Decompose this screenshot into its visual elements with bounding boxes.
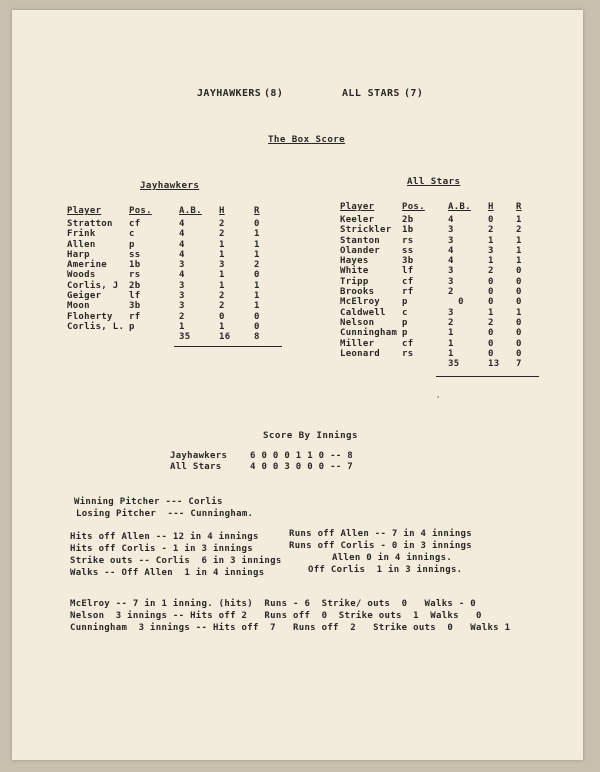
table-row (67, 240, 284, 250)
player-r: 0 (516, 266, 522, 277)
stray-mark: ' (436, 395, 441, 403)
player-ab: 3 (448, 235, 454, 246)
strike-outs: Strike outs -- Corlis 6 in 3 innings (70, 556, 282, 566)
player-pos: rs (129, 270, 141, 281)
player-name: Allen (67, 239, 96, 250)
player-name: Woods (67, 270, 96, 281)
table-row (67, 219, 284, 229)
player-pos: ss (402, 245, 414, 256)
player-h: 0 (488, 287, 494, 298)
table-row (340, 215, 536, 225)
team2-score: (7) (404, 88, 424, 99)
player-h: 0 (488, 215, 494, 225)
table-row (67, 312, 284, 322)
player-pos: p (129, 321, 135, 332)
innings-line-jayhawkers: Jayhawkers 6 0 0 0 1 1 0 -- 8 (170, 451, 353, 461)
player-ab: 4 (448, 245, 454, 256)
player-pos: 3b (129, 301, 141, 312)
col-player: Player (340, 202, 375, 212)
player-name: Hayes (340, 256, 369, 267)
player-h: 1 (488, 235, 494, 246)
player-ab: 3 (179, 291, 185, 302)
player-r: 0 (516, 338, 522, 349)
player-r: 0 (516, 317, 522, 328)
player-h: 2 (219, 291, 225, 302)
player-ab: 1 (448, 328, 454, 339)
player-ab: 4 (179, 270, 185, 281)
strike-outs-allen: Allen 0 in 4 innings. (332, 553, 453, 563)
player-ab: 3 (179, 301, 185, 312)
total-r: 7 (516, 359, 522, 370)
player-r: 1 (254, 229, 260, 240)
player-name: Stanton (340, 235, 381, 246)
player-h: 2 (219, 219, 225, 229)
player-h: 1 (219, 321, 225, 332)
player-name: Corlis, J (67, 280, 119, 291)
player-pos: ss (129, 249, 141, 260)
col-h: H (219, 206, 225, 216)
player-h: 1 (219, 249, 225, 260)
player-ab: 1 (448, 348, 454, 359)
player-ab: 1 (179, 321, 185, 332)
player-h: 0 (488, 297, 494, 308)
table-row (340, 297, 536, 307)
player-ab: 4 (448, 215, 454, 225)
player-r: 1 (516, 307, 522, 318)
table-row (67, 270, 284, 280)
table-row (340, 225, 536, 235)
player-h: 1 (219, 239, 225, 250)
player-r: 1 (254, 249, 260, 260)
player-h: 3 (488, 245, 494, 256)
table-row (340, 318, 536, 328)
player-name: Brooks (340, 287, 375, 298)
player-ab: 2 (179, 311, 185, 322)
allstars-total-rule (436, 376, 539, 377)
table-row (67, 229, 284, 239)
player-r: 1 (516, 245, 522, 256)
player-r: 0 (516, 297, 522, 308)
player-ab: 4 (179, 249, 185, 260)
winning-pitcher: Winning Pitcher --- Corlis (74, 497, 223, 507)
player-pos: rf (402, 287, 414, 298)
player-ab: 3 (448, 307, 454, 318)
player-ab: 2 (448, 287, 454, 298)
table-row (340, 266, 536, 276)
table-row (340, 287, 536, 297)
player-pos: p (402, 317, 408, 328)
player-r: 1 (254, 239, 260, 250)
player-h: 0 (488, 328, 494, 339)
allstars-label: All Stars (407, 176, 461, 187)
table-row (67, 301, 284, 311)
player-ab: 4 (448, 256, 454, 267)
player-r: 0 (254, 321, 260, 332)
walks-off-corlis: Off Corlis 1 in 3 innings. (308, 565, 463, 575)
innings-line-allstars: All Stars 4 0 0 3 0 0 0 -- 7 (170, 462, 353, 472)
player-name: McElroy (340, 297, 381, 308)
player-pos: 2b (402, 215, 414, 225)
player-r: 1 (254, 301, 260, 312)
player-name: Moon (67, 301, 90, 312)
player-r: 2 (516, 225, 522, 236)
player-ab: 3 (448, 225, 454, 236)
col-ab: A.B. (448, 202, 471, 212)
total-h: 16 (219, 332, 231, 343)
player-pos: rf (129, 311, 141, 322)
document-page (12, 10, 583, 760)
player-r: 1 (516, 235, 522, 246)
player-r: 1 (254, 280, 260, 291)
player-pos: lf (129, 291, 141, 302)
table-row (340, 246, 536, 256)
player-r: 0 (516, 328, 522, 339)
table-row (340, 256, 536, 266)
player-r: 0 (516, 348, 522, 359)
player-pos: 3b (402, 256, 414, 267)
player-ab: 3 (179, 280, 185, 291)
player-pos: cf (402, 338, 414, 349)
col-r: R (254, 206, 260, 216)
player-pos: lf (402, 266, 414, 277)
cunningham-line: Cunningham 3 innings -- Hits off 7 Runs off 2 Strike outs 0 Walks 1 (70, 623, 511, 633)
table-row (67, 322, 284, 332)
total-ab: 35 (448, 359, 460, 370)
player-ab: 3 (448, 266, 454, 277)
table-row (67, 281, 284, 291)
player-r: 0 (516, 287, 522, 298)
player-h: 0 (488, 338, 494, 349)
losing-pitcher: Losing Pitcher --- Cunningham. (76, 509, 254, 519)
col-player: Player (67, 206, 102, 216)
walks-off-allen: Walks -- Off Allen 1 in 4 innings (70, 568, 265, 578)
player-h: 0 (488, 276, 494, 287)
player-pos: c (129, 229, 135, 240)
table-row (340, 277, 536, 287)
total-ab: 35 (179, 332, 191, 343)
team1-name: JAYHAWKERS (197, 88, 262, 99)
player-r: 1 (516, 256, 522, 267)
player-ab: 4 (179, 239, 185, 250)
player-pos: 1b (402, 225, 414, 236)
team1-score: (8) (264, 88, 284, 99)
player-h: 0 (219, 311, 225, 322)
player-r: 1 (516, 215, 522, 225)
table-row (340, 308, 536, 318)
player-pos: p (402, 297, 408, 308)
table-row (67, 260, 284, 270)
col-ab: A.B. (179, 206, 202, 216)
player-name: Stratton (67, 219, 113, 229)
hits-off-corlis: Hits off Corlis - 1 in 3 innings (70, 544, 253, 554)
player-name: Olander (340, 245, 381, 256)
player-h: 2 (488, 225, 494, 236)
table-row (340, 328, 536, 338)
mcelroy-line: McElroy -- 7 in 1 inning. (hits) Runs - 6 Strike/ outs 0 Walks - 0 (70, 599, 477, 609)
allstars-table (340, 199, 536, 369)
player-ab: 1 (448, 338, 454, 349)
player-h: 1 (488, 256, 494, 267)
player-r: 0 (254, 311, 260, 322)
totals-row (67, 332, 284, 342)
jayhawkers-label: Jayhawkers (140, 180, 200, 191)
player-name: Nelson (340, 317, 375, 328)
player-h: 3 (219, 260, 225, 271)
jayhawkers-table (67, 203, 284, 343)
table-row (340, 236, 536, 246)
player-r: 0 (516, 276, 522, 287)
player-ab: 4 (179, 219, 185, 229)
player-r: 0 (254, 270, 260, 281)
col-pos: Pos. (129, 206, 152, 216)
col-h: H (488, 202, 494, 212)
jayhawkers-total-rule (174, 346, 282, 347)
player-ab: 4 (179, 229, 185, 240)
player-name: Keeler (340, 215, 375, 225)
player-pos: cf (402, 276, 414, 287)
player-name: Frink (67, 229, 96, 240)
player-name: Caldwell (340, 307, 386, 318)
player-pos: c (402, 307, 408, 318)
player-r: 1 (254, 291, 260, 302)
player-h: 2 (219, 229, 225, 240)
runs-off-allen: Runs off Allen -- 7 in 4 innings (289, 529, 472, 539)
team2-name: ALL STARS (342, 88, 400, 99)
player-h: 2 (488, 266, 494, 277)
player-name: Tripp (340, 276, 369, 287)
player-r: 2 (254, 260, 260, 271)
nelson-line: Nelson 3 innings -- Hits off 2 Runs off 0 Strike outs 1 Walks 0 (70, 611, 482, 621)
player-r: 0 (254, 219, 260, 229)
player-pos: 1b (129, 260, 141, 271)
player-h: 1 (219, 280, 225, 291)
table-row (67, 250, 284, 260)
hits-off-allen: Hits off Allen -- 12 in 4 innings (70, 532, 259, 542)
player-pos: p (402, 328, 408, 339)
page-title: The Box Score (268, 134, 346, 145)
player-name: Cunningham (340, 328, 398, 339)
player-name: Floherty (67, 311, 113, 322)
player-pos: p (129, 239, 135, 250)
table-row (67, 291, 284, 301)
col-r: R (516, 202, 522, 212)
player-name: Leonard (340, 348, 381, 359)
player-name: Strickler (340, 225, 392, 236)
player-name: Miller (340, 338, 375, 349)
player-name: Amerine (67, 260, 108, 271)
table-row (340, 349, 536, 359)
player-h: 1 (219, 270, 225, 281)
totals-row (340, 359, 536, 369)
player-ab: 3 (448, 276, 454, 287)
player-h: 2 (488, 317, 494, 328)
player-name: White (340, 266, 369, 277)
total-h: 13 (488, 359, 500, 370)
col-pos: Pos. (402, 202, 425, 212)
player-h: 1 (488, 307, 494, 318)
player-h: 0 (488, 348, 494, 359)
player-pos: cf (129, 219, 141, 229)
player-ab: 3 (179, 260, 185, 271)
player-pos: 2b (129, 280, 141, 291)
player-name: Corlis, L. (67, 321, 125, 332)
player-name: Harp (67, 249, 90, 260)
player-name: Geiger (67, 291, 102, 302)
player-ab: 0 (458, 297, 464, 308)
player-pos: rs (402, 235, 414, 246)
player-pos: rs (402, 348, 414, 359)
innings-title: Score By Innings (263, 430, 358, 441)
total-r: 8 (254, 332, 260, 343)
table-row (340, 339, 536, 349)
player-h: 2 (219, 301, 225, 312)
runs-off-corlis: Runs off Corlis - 0 in 3 innings (289, 541, 472, 551)
player-ab: 2 (448, 317, 454, 328)
